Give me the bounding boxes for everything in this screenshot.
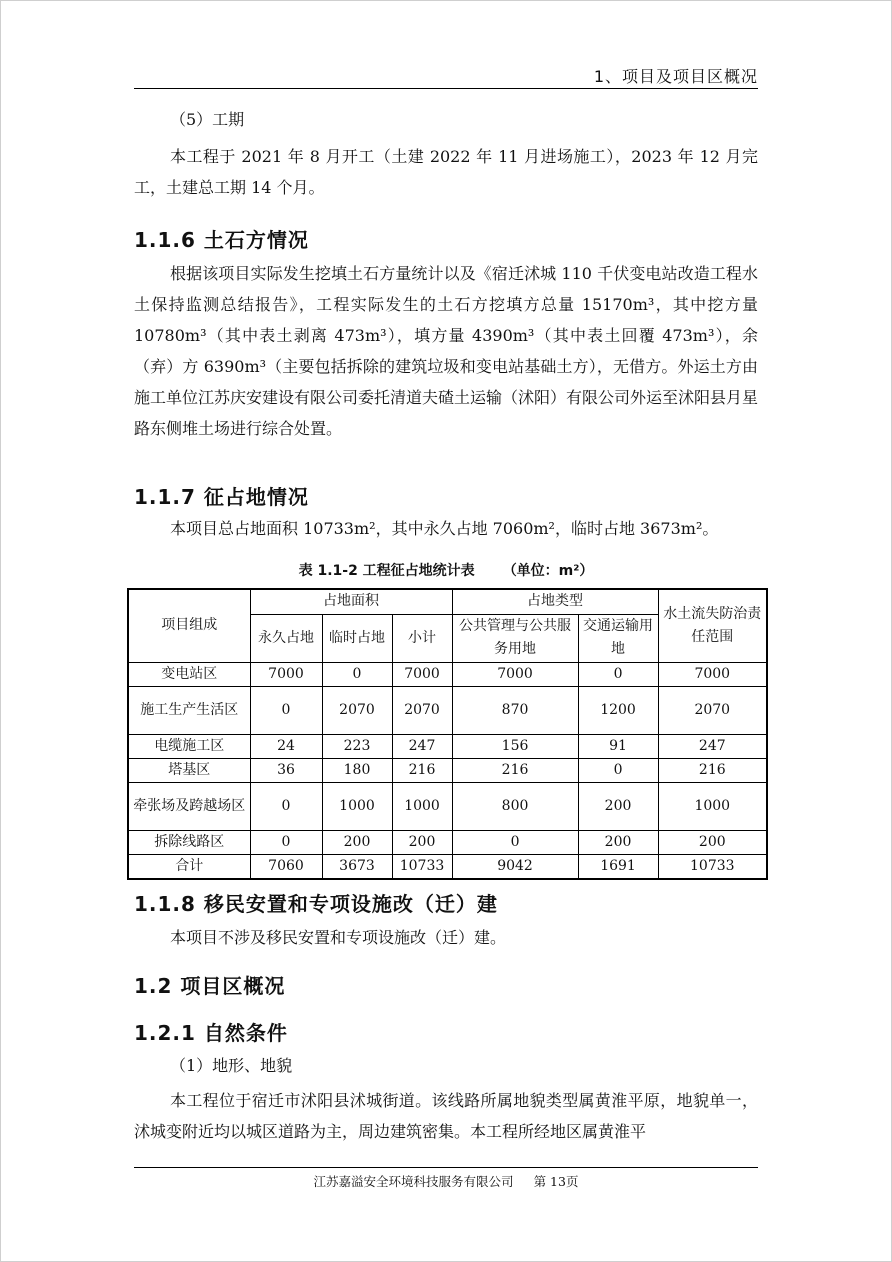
section-heading-1-1-7: 1.1.7 征占地情况	[134, 485, 309, 509]
cell-permanent: 7060	[250, 854, 322, 879]
cell-subtotal: 1000	[392, 782, 452, 830]
land-use-table	[127, 588, 768, 880]
header-permanent: 永久占地	[250, 614, 322, 662]
cell-responsibility: 216	[658, 758, 767, 782]
cell-permanent: 0	[250, 686, 322, 734]
cell-subtotal: 247	[392, 734, 452, 758]
cell-temporary: 200	[322, 830, 392, 854]
table-caption-title: 表 1.1-2 工程征占地统计表	[298, 563, 475, 579]
page-footer	[134, 1172, 758, 1190]
cell-permanent: 0	[250, 782, 322, 830]
cell-responsibility: 10733	[658, 854, 767, 879]
cell-temporary: 2070	[322, 686, 392, 734]
cell-traffic: 1691	[578, 854, 658, 879]
header-responsibility: 水土流失防治责任范围	[658, 589, 767, 662]
cell-responsibility: 2070	[658, 686, 767, 734]
cell-public: 216	[452, 758, 578, 782]
row-name: 电缆施工区	[128, 734, 250, 758]
table-row	[128, 686, 767, 734]
header-rule	[134, 88, 758, 89]
cell-responsibility: 1000	[658, 782, 767, 830]
table-caption-unit: （单位：m²）	[502, 563, 594, 579]
table-row	[128, 830, 767, 854]
cell-subtotal: 216	[392, 758, 452, 782]
cell-traffic: 200	[578, 830, 658, 854]
cell-temporary: 180	[322, 758, 392, 782]
table-header-row	[128, 589, 767, 614]
table-total-row	[128, 854, 767, 879]
cell-subtotal: 7000	[392, 662, 452, 686]
resettlement-paragraph: 本项目不涉及移民安置和专项设施改（迁）建。	[170, 928, 507, 947]
earthwork-paragraph: 根据该项目实际发生挖填土石方量统计以及《宿迁沭城 110 千伏变电站改造工程水土保持监测总结报告》，工程实际发生的土石方挖填方总量 15170m³，其中挖方量 10780m³（其中表土剥离 473m³），填方量 4390m³（其中表土回覆 473m³），余（弃）方 6390m³（主要包括拆除的建筑垃圾和变电站基础土方），无借方。外运土方由施工单位江苏庆安建设有限公司委托清道夫碴土运输（沭阳）有限公司外运至沭阳县月星路东侧堆土场进行综合处置。	[134, 264, 759, 438]
header-subtotal: 小计	[392, 614, 452, 662]
cell-temporary: 1000	[322, 782, 392, 830]
schedule-paragraph: 本工程于 2021 年 8 月开工（土建 2022 年 11 月进场施工），2023 年 12 月完工，土建总工期 14 个月。	[134, 147, 758, 197]
cell-public: 9042	[452, 854, 578, 879]
cell-responsibility: 247	[658, 734, 767, 758]
cell-traffic: 0	[578, 662, 658, 686]
section-heading-1-2-1: 1.2.1 自然条件	[134, 1021, 288, 1045]
cell-public: 800	[452, 782, 578, 830]
section-heading-1-1-8: 1.1.8 移民安置和专项设施改（迁）建	[134, 892, 498, 916]
cell-public: 156	[452, 734, 578, 758]
cell-temporary: 223	[322, 734, 392, 758]
running-header: 1、项目及项目区概况	[593, 67, 758, 86]
cell-permanent: 0	[250, 830, 322, 854]
cell-traffic: 0	[578, 758, 658, 782]
row-name: 合计	[128, 854, 250, 879]
cell-permanent: 36	[250, 758, 322, 782]
cell-subtotal: 200	[392, 830, 452, 854]
header-type-group: 占地类型	[452, 589, 658, 614]
cell-responsibility: 7000	[658, 662, 767, 686]
cell-traffic: 200	[578, 782, 658, 830]
table-row	[128, 782, 767, 830]
cell-responsibility: 200	[658, 830, 767, 854]
header-traffic: 交通运输用地	[578, 614, 658, 662]
header-component: 项目组成	[128, 589, 250, 662]
row-name: 变电站区	[128, 662, 250, 686]
footer-page-number: 第 13页	[533, 1174, 579, 1189]
cell-subtotal: 2070	[392, 686, 452, 734]
footer-rule	[134, 1167, 758, 1168]
cell-traffic: 1200	[578, 686, 658, 734]
cell-temporary: 0	[322, 662, 392, 686]
footer-company: 江苏嘉溢安全环境科技服务有限公司	[313, 1174, 514, 1189]
header-temporary: 临时占地	[322, 614, 392, 662]
cell-traffic: 91	[578, 734, 658, 758]
table-caption	[134, 560, 758, 580]
terrain-paragraph: 本工程位于宿迁市沭阳县沭城街道。该线路所属地貌类型属黄淮平原，地貌单一，沭城变附近均以城区道路为主，周边建筑密集。本工程所经地区属黄淮平	[134, 1091, 758, 1141]
table-row	[128, 758, 767, 782]
section-heading-1-2: 1.2 项目区概况	[134, 974, 286, 998]
cell-public: 7000	[452, 662, 578, 686]
cell-permanent: 7000	[250, 662, 322, 686]
cell-subtotal: 10733	[392, 854, 452, 879]
land-use-paragraph: 本项目总占地面积 10733m²，其中永久占地 7060m²，临时占地 3673m²。	[170, 519, 719, 538]
cell-temporary: 3673	[322, 854, 392, 879]
row-name: 牵张场及跨越场区	[128, 782, 250, 830]
section-heading-1-1-6: 1.1.6 土石方情况	[134, 228, 309, 252]
row-name: 拆除线路区	[128, 830, 250, 854]
cell-permanent: 24	[250, 734, 322, 758]
row-name: 施工生产生活区	[128, 686, 250, 734]
table-row	[128, 734, 767, 758]
cell-public: 0	[452, 830, 578, 854]
header-public: 公共管理与公共服务用地	[452, 614, 578, 662]
header-area-group: 占地面积	[250, 589, 452, 614]
terrain-label: （1）地形、地貌	[170, 1056, 293, 1075]
table-row	[128, 662, 767, 686]
cell-public: 870	[452, 686, 578, 734]
schedule-label: （5）工期	[170, 110, 245, 129]
row-name: 塔基区	[128, 758, 250, 782]
